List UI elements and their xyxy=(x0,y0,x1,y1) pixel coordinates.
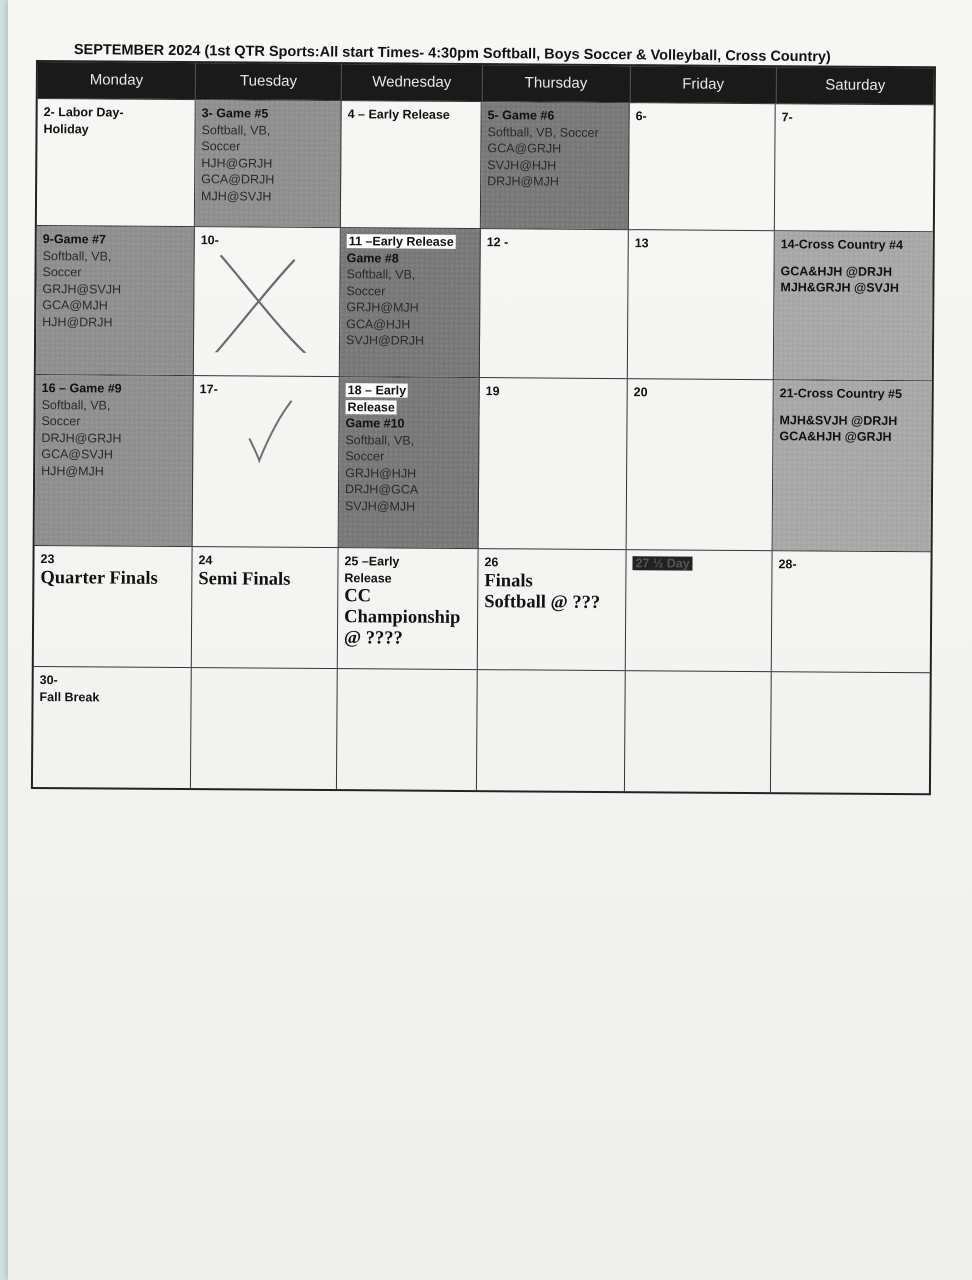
paper-sheet xyxy=(8,0,972,1280)
handwritten-check-mark xyxy=(243,396,303,466)
cell-text: SVJH@DRJH xyxy=(346,333,425,348)
cell-text: 12 - xyxy=(486,235,509,250)
cell-text: MJH&GRJH @SVJH xyxy=(780,280,899,296)
cell-text: 19 xyxy=(485,384,500,399)
cell-text: Release xyxy=(347,399,395,415)
cell-text: Soccer xyxy=(345,449,385,464)
day-cell-6 xyxy=(629,103,776,230)
cell-text: 2- Labor Day- xyxy=(43,105,124,120)
header-monday: Monday xyxy=(38,62,196,99)
cell-big-text: CC xyxy=(344,586,372,607)
day-cell-19 xyxy=(479,378,628,549)
cell-text: GCA&HJH @DRJH xyxy=(780,263,893,279)
empty-cell xyxy=(191,668,338,789)
day-cell-30 xyxy=(33,667,192,788)
cell-text: Soccer xyxy=(42,265,82,280)
day-cell-10 xyxy=(194,227,341,376)
cell-text: 13 xyxy=(634,236,649,251)
cell-text: Softball, VB, xyxy=(345,432,415,448)
week-row-5 xyxy=(33,666,930,793)
day-cell-3 xyxy=(195,100,342,227)
day-cell-27 xyxy=(626,550,773,671)
empty-cell xyxy=(477,670,626,791)
cell-text: 20 xyxy=(633,385,648,400)
cell-text: SVJH@HJH xyxy=(487,157,557,173)
cell-text: HJH@GRJH xyxy=(201,155,273,171)
cell-text: Game #8 xyxy=(346,250,399,266)
calendar-title: SEPTEMBER 2024 (1st QTR Sports:All start Times- 4:30pm Softball, Boys Soccer & Volleyball, Cross Country) xyxy=(73,42,831,66)
cell-text: 10- xyxy=(200,233,219,248)
cell-text: GCA@DRJH xyxy=(201,172,275,187)
cell-text: Fall Break xyxy=(39,689,100,704)
cell-text: Softball, VB, xyxy=(346,267,416,282)
cell-text: Softball, VB, xyxy=(41,397,111,413)
cell-text: 18 – Early xyxy=(347,383,407,398)
cell-text: 30- xyxy=(39,673,58,688)
handwritten-x-mark xyxy=(208,247,309,353)
cell-big-text: Finals xyxy=(484,570,533,591)
day-cell-25 xyxy=(338,548,479,669)
cell-text: 26 xyxy=(484,555,499,570)
cell-text: 27 ½ Day xyxy=(632,556,692,570)
cell-text: MJH@SVJH xyxy=(201,188,272,204)
day-cell-24 xyxy=(192,547,339,668)
cell-text: GCA&HJH @GRJH xyxy=(779,429,892,444)
cell-text: 7- xyxy=(781,110,793,125)
cell-text: 3- Game #5 xyxy=(201,106,269,121)
cell-big-text: Championship xyxy=(344,607,461,628)
week-row-4 xyxy=(34,545,931,672)
cell-text: Holiday xyxy=(43,121,89,136)
week-row-3 xyxy=(35,374,932,551)
day-cell-13 xyxy=(628,230,775,379)
cell-text: Game #10 xyxy=(345,416,405,431)
cell-big-text: Softball @ ??? xyxy=(484,591,601,613)
cell-text: DRJH@GCA xyxy=(344,482,419,497)
day-cell-21 xyxy=(773,380,932,551)
cell-text: Release xyxy=(344,570,392,585)
day-cell-2 xyxy=(37,99,196,226)
cell-text: Softball, VB, xyxy=(42,248,112,264)
cell-text: 4 – Early Release xyxy=(347,107,450,122)
day-cell-11 xyxy=(340,228,481,377)
cell-text: SVJH@MJH xyxy=(344,498,416,514)
day-cell-14 xyxy=(774,231,933,380)
day-cell-16 xyxy=(35,375,194,546)
cell-text: 25 –Early xyxy=(344,554,400,569)
empty-cell xyxy=(337,669,478,790)
empty-cell xyxy=(771,672,930,793)
header-saturday: Saturday xyxy=(825,76,886,94)
day-cell-12 xyxy=(480,229,629,378)
day-cell-23 xyxy=(34,546,193,667)
cell-text: MJH&SVJH @DRJH xyxy=(779,412,898,428)
cell-text: 9-Game #7 xyxy=(42,232,107,247)
day-cell-7 xyxy=(775,104,934,231)
day-cell-26 xyxy=(478,549,627,670)
cell-text: Soccer xyxy=(201,139,241,154)
empty-cell xyxy=(625,671,772,792)
cell-text: GCA@MJH xyxy=(42,298,108,313)
header-thursday: Thursday xyxy=(482,65,630,102)
header-friday: Friday xyxy=(630,66,776,103)
weekday-header xyxy=(38,62,934,104)
cell-text: GCA@SVJH xyxy=(41,447,114,462)
day-cell-17 xyxy=(193,376,340,547)
cell-big-text: @ ???? xyxy=(343,628,403,649)
cell-text: 14-Cross Country #4 xyxy=(780,237,904,253)
day-cell-18 xyxy=(339,377,480,548)
cell-text: Soccer xyxy=(41,414,81,429)
cell-big-text: Quarter Finals xyxy=(40,567,158,589)
day-cell-28 xyxy=(772,551,931,672)
header-tuesday: Tuesday xyxy=(196,63,342,100)
week-row-1 xyxy=(37,98,934,231)
cell-text: 5- Game #6 xyxy=(487,108,555,123)
cell-text: HJH@DRJH xyxy=(42,314,113,330)
header-wednesday: Wednesday xyxy=(342,64,482,101)
calendar-grid xyxy=(31,60,936,795)
day-cell-5 xyxy=(481,102,630,229)
cell-text: Softball, VB, xyxy=(201,122,271,138)
cell-text: 6- xyxy=(635,109,647,124)
cell-text: 23 xyxy=(40,552,55,567)
cell-text: GCA@HJH xyxy=(346,316,411,332)
cell-text: GRJH@HJH xyxy=(345,465,417,481)
cell-text: 17- xyxy=(199,382,218,397)
cell-text: Softball, VB, Soccer xyxy=(487,124,599,140)
cell-text: 11 –Early Release xyxy=(348,234,454,249)
day-cell-9 xyxy=(36,226,195,375)
cell-text: DRJH@MJH xyxy=(487,174,559,189)
cell-text: 24 xyxy=(198,553,213,568)
week-row-2 xyxy=(36,225,933,380)
cell-big-text: Semi Finals xyxy=(198,568,291,590)
cell-text: Soccer xyxy=(346,283,386,298)
cell-text: GRJH@SVJH xyxy=(42,281,122,297)
cell-text: 16 – Game #9 xyxy=(41,381,122,396)
cell-text: GRJH@MJH xyxy=(346,300,419,315)
cell-text: DRJH@GRJH xyxy=(41,430,122,446)
cell-text: HJH@MJH xyxy=(41,463,104,478)
cell-text: 21-Cross Country #5 xyxy=(779,386,903,402)
cell-text: 28- xyxy=(778,557,797,572)
day-cell-4 xyxy=(341,101,482,228)
day-cell-20 xyxy=(627,379,774,550)
cell-text: GCA@GRJH xyxy=(487,141,562,156)
